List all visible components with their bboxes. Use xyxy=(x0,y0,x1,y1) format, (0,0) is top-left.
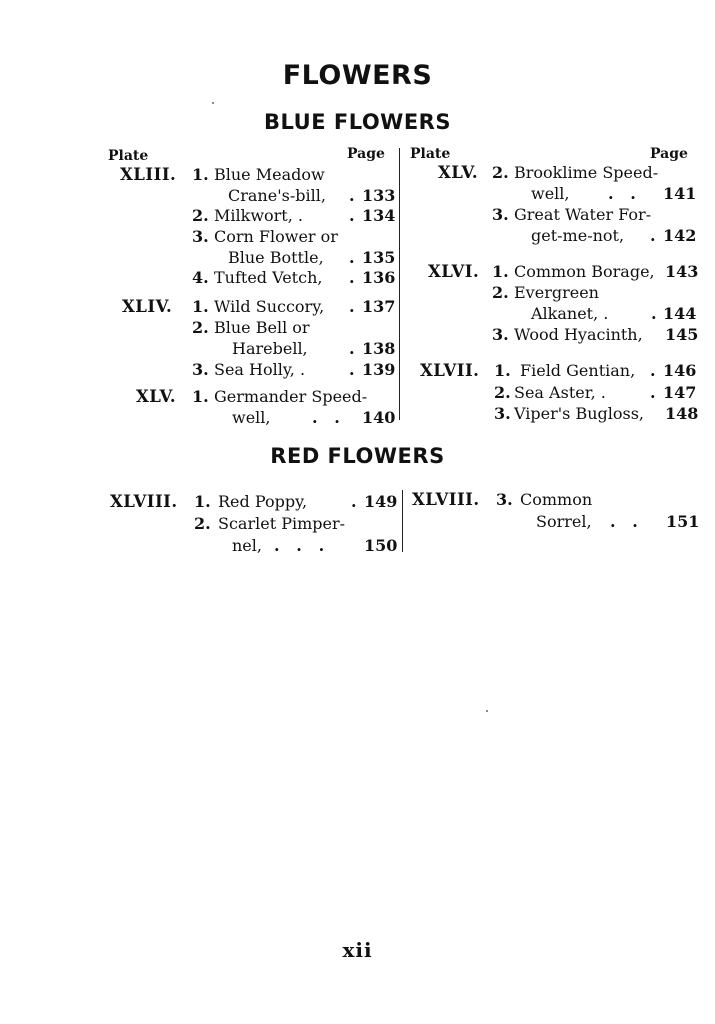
flower-name: Blue Bell or xyxy=(214,318,310,337)
dot-leader: . xyxy=(349,360,355,379)
dot-leader: . . xyxy=(610,512,638,531)
dot-leader: . . . xyxy=(274,536,325,555)
entry-number: 3. xyxy=(192,227,209,246)
entry-number: 3. xyxy=(192,360,209,379)
page-number: 139 xyxy=(362,360,396,379)
page-number: 138 xyxy=(362,339,396,358)
flower-name: Viper's Bugloss, xyxy=(514,404,645,423)
page-number: 146 xyxy=(663,361,697,380)
entry-number: 1. xyxy=(192,387,209,406)
page-number: 137 xyxy=(362,297,396,316)
flower-name: Evergreen xyxy=(514,283,599,302)
page-folio: xii xyxy=(342,938,373,962)
page-number: 133 xyxy=(362,186,396,205)
page-number: 136 xyxy=(362,268,396,287)
flower-name: Wild Succory, xyxy=(214,297,325,316)
flower-name: Milkwort, . xyxy=(214,206,303,225)
flower-name: Sea Holly, . xyxy=(214,360,306,379)
entry-number: 3. xyxy=(492,205,509,224)
flower-name-continued: Sorrel, xyxy=(536,512,592,531)
dot-leader: . xyxy=(650,226,656,245)
flower-name: Field Gentian, xyxy=(520,361,636,380)
flower-name-continued: get-me-not, xyxy=(531,226,625,245)
page-number: 145 xyxy=(665,325,699,344)
paper-speck xyxy=(486,710,488,712)
plate-column-header-left: Plate xyxy=(108,148,149,164)
entry-number: 2. xyxy=(492,163,509,182)
dot-leader: . xyxy=(651,304,657,323)
page-number: 150 xyxy=(364,536,398,555)
flower-name: Wood Hyacinth, xyxy=(514,325,643,344)
plate-number: XLIV. xyxy=(122,297,173,316)
flower-name: Red Poppy, xyxy=(218,492,308,511)
page-number: 143 xyxy=(665,262,699,281)
plate-number: XLVI. xyxy=(428,262,480,281)
page-number: 140 xyxy=(362,408,396,427)
column-divider xyxy=(399,148,400,420)
entry-number: 1. xyxy=(192,297,209,316)
entry-number: 4. xyxy=(192,268,209,287)
plate-column-header-right: Plate xyxy=(410,146,451,162)
dot-leader: . xyxy=(650,361,656,380)
dot-leader: . xyxy=(349,297,355,316)
entry-number: 3. xyxy=(492,325,509,344)
entry-number: 2. xyxy=(494,383,511,402)
plate-number: XLVIII. xyxy=(110,492,178,511)
flower-name: Common xyxy=(520,490,593,509)
flower-name: Germander Speed- xyxy=(214,387,368,406)
page-number: 141 xyxy=(663,184,697,203)
page-column-header-left: Page xyxy=(347,146,385,162)
entry-number: 1. xyxy=(492,262,509,281)
page-number: 151 xyxy=(666,512,700,531)
plate-number: XLVII. xyxy=(420,361,480,380)
dot-leader: . xyxy=(650,383,656,402)
page-number: 149 xyxy=(364,492,398,511)
flower-name-continued: well, xyxy=(232,408,271,427)
dot-leader: . xyxy=(351,492,357,511)
page-column-header-right: Page xyxy=(650,146,688,162)
flower-name: Common Borage, xyxy=(514,262,655,281)
flower-name-continued: Crane's-bill, xyxy=(228,186,326,205)
flower-name-continued: Alkanet, . xyxy=(531,304,609,323)
plate-number: XLVIII. xyxy=(412,490,480,509)
entry-number: 1. xyxy=(494,361,511,380)
entry-number: 2. xyxy=(194,514,211,533)
entry-number: 2. xyxy=(192,206,209,225)
page-number: 135 xyxy=(362,248,396,267)
flower-name: Scarlet Pimper- xyxy=(218,514,346,533)
page-number: 142 xyxy=(663,226,697,245)
flower-name-continued: well, xyxy=(531,184,570,203)
flower-name-continued: Harebell, xyxy=(232,339,308,358)
page-number: 148 xyxy=(665,404,699,423)
entry-number: 1. xyxy=(192,165,209,184)
paper-speck xyxy=(212,102,214,104)
page-number: 134 xyxy=(362,206,396,225)
entry-number: 2. xyxy=(492,283,509,302)
flower-name: Brooklime Speed- xyxy=(514,163,659,182)
dot-leader: . xyxy=(349,206,355,225)
page-number: 147 xyxy=(663,383,697,402)
dot-leader: . xyxy=(349,186,355,205)
entry-number: 3. xyxy=(496,490,513,509)
flower-name-continued: nel, xyxy=(232,536,262,555)
flower-name: Corn Flower or xyxy=(214,227,338,246)
section-heading-blue: BLUE FLOWERS xyxy=(264,110,451,134)
plate-number: XLIII. xyxy=(120,165,177,184)
dot-leader: . . xyxy=(608,184,636,203)
dot-leader: . xyxy=(349,339,355,358)
plate-number: XLV. xyxy=(438,163,479,182)
flower-name: Blue Meadow xyxy=(214,165,325,184)
flower-name: Sea Aster, . xyxy=(514,383,606,402)
page-title: FLOWERS xyxy=(282,60,433,91)
flower-name-continued: Blue Bottle, xyxy=(228,248,324,267)
dot-leader: . . xyxy=(312,408,340,427)
page-number: 144 xyxy=(663,304,697,323)
flower-name: Great Water For- xyxy=(514,205,652,224)
entry-number: 3. xyxy=(494,404,511,423)
section-heading-red: RED FLOWERS xyxy=(270,444,445,468)
plate-number: XLV. xyxy=(136,387,177,406)
entry-number: 2. xyxy=(192,318,209,337)
flower-name: Tufted Vetch, xyxy=(214,268,323,287)
dot-leader: . xyxy=(349,248,355,267)
entry-number: 1. xyxy=(194,492,211,511)
column-divider xyxy=(402,490,403,552)
dot-leader: . xyxy=(349,268,355,287)
